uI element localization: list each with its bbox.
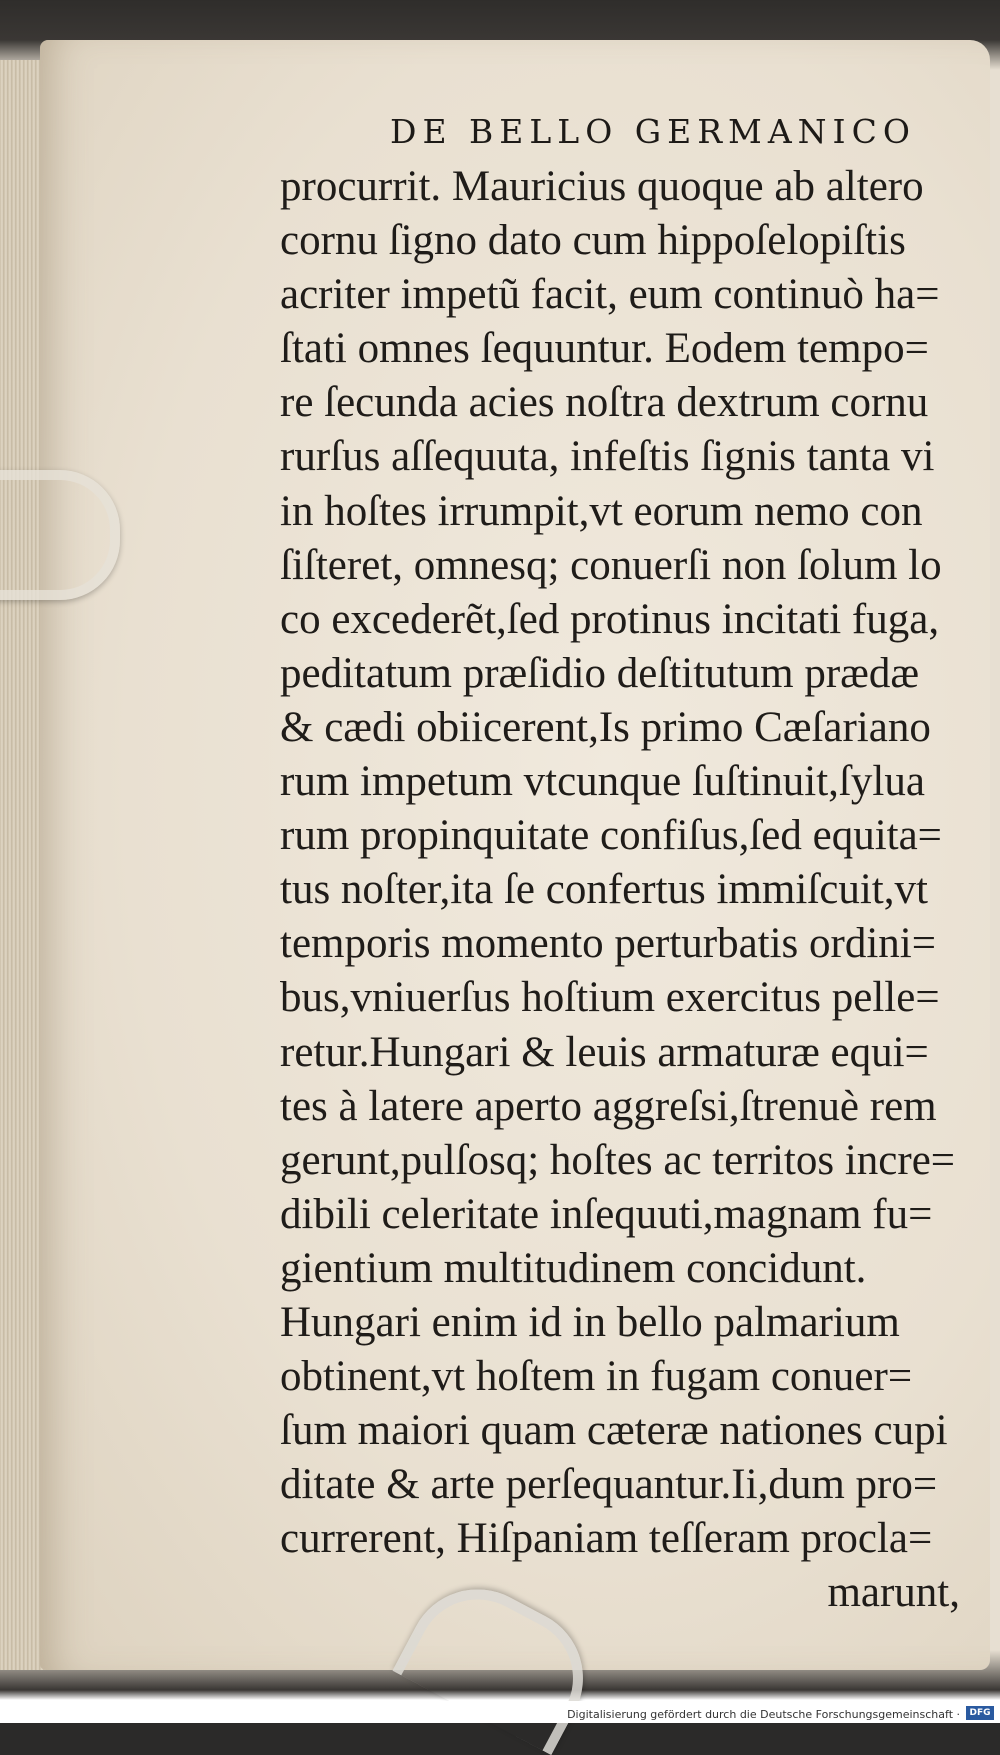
text-line: tus noſter,ita ſe confertus immiſcuit,vt <box>280 866 928 914</box>
text-line: gerunt,pulſosq; hoſtes ac territos incre= <box>280 1136 956 1184</box>
text-line: rum impetum vtcunque ſuſtinuit,ſylua <box>280 758 925 806</box>
text-line: peditatum præſidio deſtitutum prædæ <box>280 649 919 697</box>
footer-credit: Digitalisierung gefördert durch die Deutsche Forschungsgemeinschaft · <box>567 1708 960 1721</box>
text-line: ſtati omnes ſequuntur. Eodem tempo= <box>280 325 929 373</box>
text-line: in hoſtes irrumpit,vt eorum nemo con <box>280 487 923 535</box>
text-line: Hungari enim id in bello palmarium <box>280 1298 900 1346</box>
text-line: rurſus aſſequuta, infeſtis ſignis tanta vi <box>280 433 935 481</box>
text-line: dibili celeritate inſequuti,magnam fu= <box>280 1190 933 1238</box>
text-line: ſum maiori quam cæteræ nationes cupi <box>280 1407 948 1455</box>
dfg-logo-icon: DFG <box>966 1706 994 1720</box>
text-line: re ſecunda acies noſtra dextrum cornu <box>280 379 929 427</box>
text-block <box>280 160 980 1621</box>
text-line: ſiſteret, omnesq; conuerſi non ſolum lo <box>280 541 942 589</box>
catchword: marunt, <box>827 1569 960 1617</box>
text-line: bus,vniuerſus hoſtium exercitus pelle= <box>280 974 940 1022</box>
plastic-clip-left <box>0 470 120 600</box>
text-line: currerent, Hiſpaniam teſſeram procla= <box>280 1515 933 1563</box>
text-line: cornu ſigno dato cum hippoſelopiſtis <box>280 217 906 265</box>
text-line: tes à latere aperto aggreſsi,ſtrenuè rem <box>280 1082 937 1130</box>
text-line: temporis momento perturbatis ordini= <box>280 920 937 968</box>
text-line: & cædi obiicerent,Is primo Cæſariano <box>280 703 931 751</box>
text-line: procurrit. Mauricius quoque ab altero <box>280 163 924 210</box>
text-line: obtinent,vt hoſtem in fugam conuer= <box>280 1353 913 1401</box>
running-head: DE BELLO GERMANICO <box>390 112 916 151</box>
text-line: co excederẽt,ſed protinus incitati fuga, <box>280 595 940 643</box>
text-line: gientium multitudinem concidunt. <box>280 1244 867 1292</box>
text-line: retur.Hungari & leuis armaturæ equi= <box>280 1028 929 1076</box>
text-line: acriter impetũ facit, eum continuò ha= <box>280 271 940 319</box>
text-line: rum propinquitate confiſus,ſed equita= <box>280 812 942 860</box>
text-line: ditate & arte perſequantur.Ii,dum pro= <box>280 1461 938 1509</box>
footer-strip <box>0 1701 1000 1723</box>
